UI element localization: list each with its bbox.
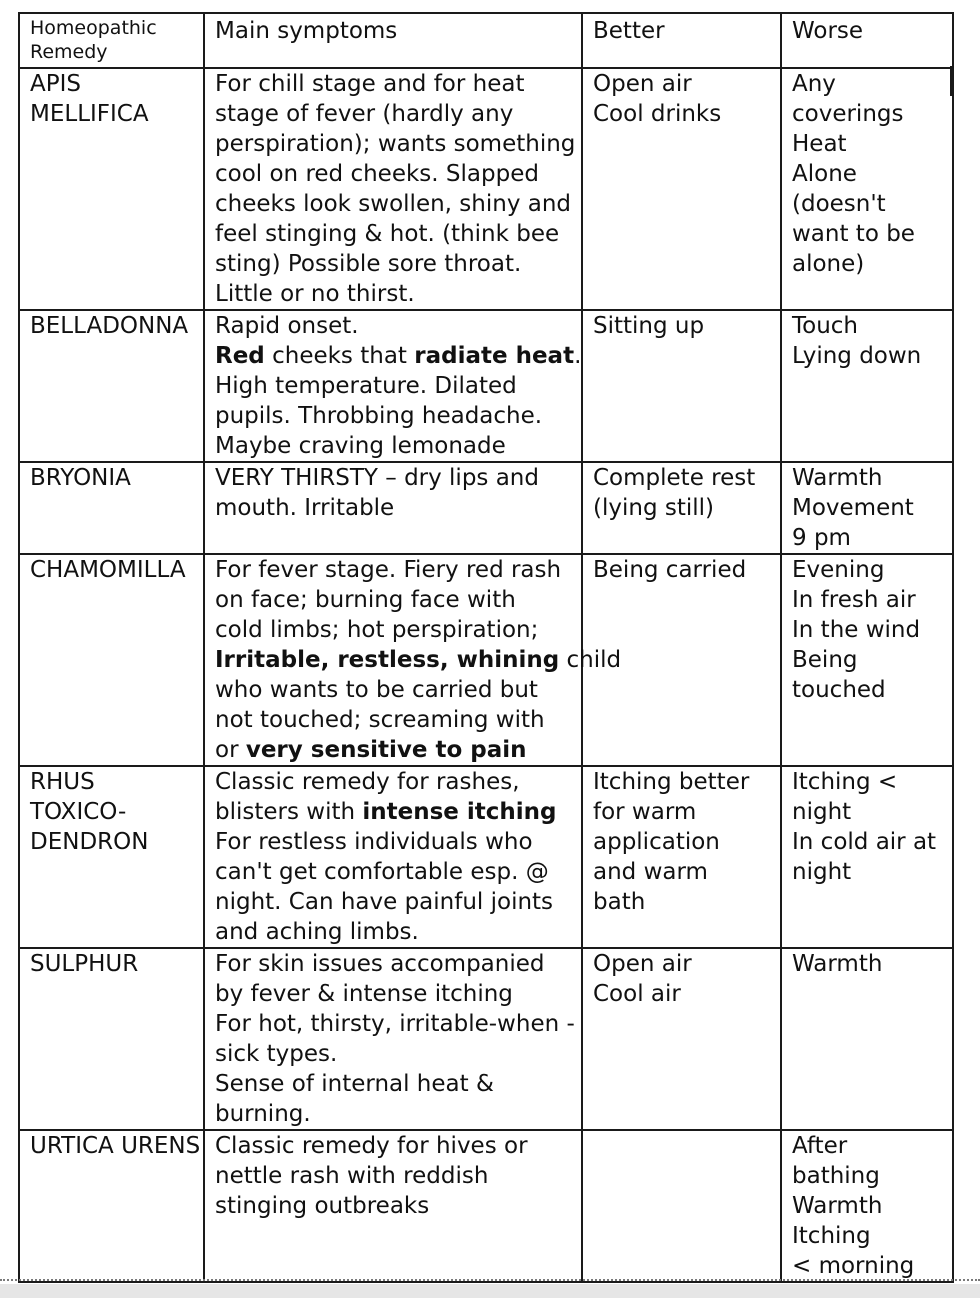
better-line: Sitting up (593, 313, 705, 339)
symptom-line: Classic remedy for hives or (215, 1133, 528, 1159)
symptom-line (215, 645, 622, 675)
worse-line: After (792, 1133, 848, 1159)
symptoms-cell (204, 462, 582, 554)
symptom-line (215, 797, 573, 827)
worse-line: (doesn't (792, 191, 886, 217)
header-remedy-line: Remedy (30, 41, 108, 63)
symptom-line: stage of fever (hardly any (215, 101, 514, 127)
remedy-name-line: SULPHUR (30, 951, 139, 977)
worse-line: Itching (792, 1223, 871, 1249)
remedies-table (18, 12, 954, 1283)
remedy-name-line: DENDRON (30, 829, 149, 855)
worse-line: night (792, 799, 852, 825)
table-row (19, 766, 953, 948)
worse-line: alone) (792, 251, 865, 277)
symptoms-cell (204, 554, 622, 766)
symptom-line: cool on red cheeks. Slapped (215, 161, 539, 187)
remedy-cell (19, 554, 204, 766)
worse-line: night (792, 859, 852, 885)
better-cell (582, 462, 781, 554)
better-cell (582, 766, 781, 948)
symptom-line: mouth. Irritable (215, 495, 395, 521)
symptom-line: For restless individuals who (215, 829, 533, 855)
better-cell (582, 310, 781, 462)
symptom-line: burning. (215, 1101, 311, 1127)
symptom-line: For fever stage. Fiery red rash (215, 557, 562, 583)
worse-cell (781, 462, 953, 554)
symptoms-cell (204, 68, 582, 310)
better-cell (582, 68, 781, 310)
header-worse (781, 13, 953, 68)
symptoms-cell (204, 948, 582, 1130)
emphasis-text: intense itching (362, 799, 557, 825)
symptom-line: For chill stage and for heat (215, 71, 525, 97)
worse-line: Warmth (792, 951, 883, 977)
better-cell (582, 948, 781, 1130)
worse-line: Lying down (792, 343, 922, 369)
symptom-line: stinging outbreaks (215, 1193, 430, 1219)
symptoms-cell (204, 310, 582, 462)
header-symptoms-label: Main symptoms (215, 18, 398, 44)
worse-cell (781, 310, 953, 462)
page-break-line (0, 1279, 980, 1281)
worse-cell (781, 1130, 953, 1282)
better-line: for warm (593, 799, 697, 825)
symptom-line: pupils. Throbbing headache. (215, 403, 543, 429)
worse-line: < morning (792, 1253, 915, 1279)
symptom-line (215, 341, 582, 371)
worse-line: Any (792, 71, 836, 97)
emphasis-text: Irritable, restless, whining (215, 647, 560, 673)
symptom-text: blisters with (215, 799, 363, 825)
symptom-line: Rapid onset. (215, 313, 359, 339)
remedy-cell (19, 766, 204, 948)
worse-line: want to be (792, 221, 915, 247)
worse-line: touched (792, 677, 886, 703)
better-line: and warm (593, 859, 708, 885)
worse-cell (781, 68, 953, 310)
worse-cell (781, 948, 953, 1130)
symptom-line: For skin issues accompanied (215, 951, 545, 977)
symptom-text: child (559, 647, 622, 673)
table-row (19, 462, 953, 554)
symptom-line: Classic remedy for rashes, (215, 769, 520, 795)
symptoms-cell (204, 1130, 582, 1282)
worse-cell (781, 554, 953, 766)
remedy-name-line: BELLADONNA (30, 313, 189, 339)
symptom-line: feel stinging & hot. (think bee (215, 221, 560, 247)
worse-line: coverings (792, 101, 904, 127)
symptom-text: or (215, 737, 246, 763)
remedy-name-line: CHAMOMILLA (30, 557, 186, 583)
worse-line: Heat (792, 131, 847, 157)
worse-line: Itching < (792, 769, 898, 795)
remedy-cell (19, 462, 204, 554)
symptom-line: on face; burning face with (215, 587, 516, 613)
worse-line: In cold air at (792, 829, 937, 855)
remedy-cell (19, 310, 204, 462)
header-remedy-line: Homeopathic (30, 17, 157, 39)
remedy-name-line: RHUS (30, 769, 95, 795)
emphasis-text: radiate heat (414, 343, 575, 369)
symptom-line: and aching limbs. (215, 919, 419, 945)
page-footer-band (0, 1284, 980, 1298)
emphasis-text: Red (215, 343, 265, 369)
better-line: Itching better (593, 769, 750, 795)
worse-line: Alone (792, 161, 857, 187)
worse-line: Warmth (792, 1193, 883, 1219)
worse-line: Evening (792, 557, 885, 583)
remedy-cell (19, 948, 204, 1130)
symptom-line: sting) Possible sore throat. (215, 251, 522, 277)
symptom-line: can't get comfortable esp. @ (215, 859, 549, 885)
table-row (19, 948, 953, 1130)
symptom-line: Maybe craving lemonade (215, 433, 506, 459)
symptom-line (215, 735, 573, 765)
better-line: bath (593, 889, 646, 915)
better-line: Open air (593, 71, 692, 97)
remedy-cell (19, 1130, 204, 1282)
better-line: (lying still) (593, 495, 714, 521)
header-worse-label: Worse (792, 18, 864, 44)
better-line: Cool air (593, 981, 681, 1007)
symptom-line: Little or no thirst. (215, 281, 415, 307)
better-line: Being carried (593, 557, 747, 583)
symptom-line: High temperature. Dilated (215, 373, 517, 399)
symptom-line: night. Can have painful joints (215, 889, 554, 915)
symptom-text: cheeks that (264, 343, 415, 369)
table-row (19, 310, 953, 462)
remedy-name-line: URTICA URENS (30, 1133, 201, 1159)
worse-line: In fresh air (792, 587, 916, 613)
header-main-symptoms (204, 13, 582, 68)
symptom-line: For hot, thirsty, irritable-when - (215, 1011, 575, 1037)
worse-line: bathing (792, 1163, 880, 1189)
worse-line: Touch (792, 313, 859, 339)
emphasis-text: very sensitive to pain (245, 737, 527, 763)
better-line: Open air (593, 951, 692, 977)
worse-cell (781, 766, 953, 948)
header-better-label: Better (593, 18, 665, 44)
symptom-line: by fever & intense itching (215, 981, 513, 1007)
better-cell (582, 1130, 781, 1282)
remedy-cell (19, 68, 204, 310)
worse-line: 9 pm (792, 525, 851, 551)
better-line: Complete rest (593, 465, 756, 491)
worse-line: Being (792, 647, 858, 673)
symptom-line: who wants to be carried but (215, 677, 538, 703)
symptom-line: Sense of internal heat & (215, 1071, 494, 1097)
symptom-line: cheeks look swollen, shiny and (215, 191, 572, 217)
symptom-line: cold limbs; hot perspiration; (215, 617, 539, 643)
remedy-name-line: MELLIFICA (30, 101, 149, 127)
symptom-line: not touched; screaming with (215, 707, 545, 733)
header-better (582, 13, 781, 68)
remedy-name-line: BRYONIA (30, 465, 131, 491)
table-row (19, 554, 953, 766)
table-edge-mark (950, 66, 953, 96)
symptom-line: sick types. (215, 1041, 338, 1067)
better-line: application (593, 829, 720, 855)
header-row (19, 13, 953, 68)
better-line: Cool drinks (593, 101, 722, 127)
symptom-text: . (574, 343, 582, 369)
remedy-name-line: APIS (30, 71, 81, 97)
table-row (19, 1130, 953, 1282)
worse-line: In the wind (792, 617, 921, 643)
table-row (19, 68, 953, 310)
worse-line: Warmth (792, 465, 883, 491)
header-remedy (19, 13, 204, 68)
symptoms-cell (204, 766, 582, 948)
symptom-line: nettle rash with reddish (215, 1163, 489, 1189)
remedy-name-line: TOXICO- (30, 799, 127, 825)
worse-line: Movement (792, 495, 914, 521)
symptom-line: VERY THIRSTY – dry lips and (215, 465, 539, 491)
symptom-line: perspiration); wants something (215, 131, 576, 157)
